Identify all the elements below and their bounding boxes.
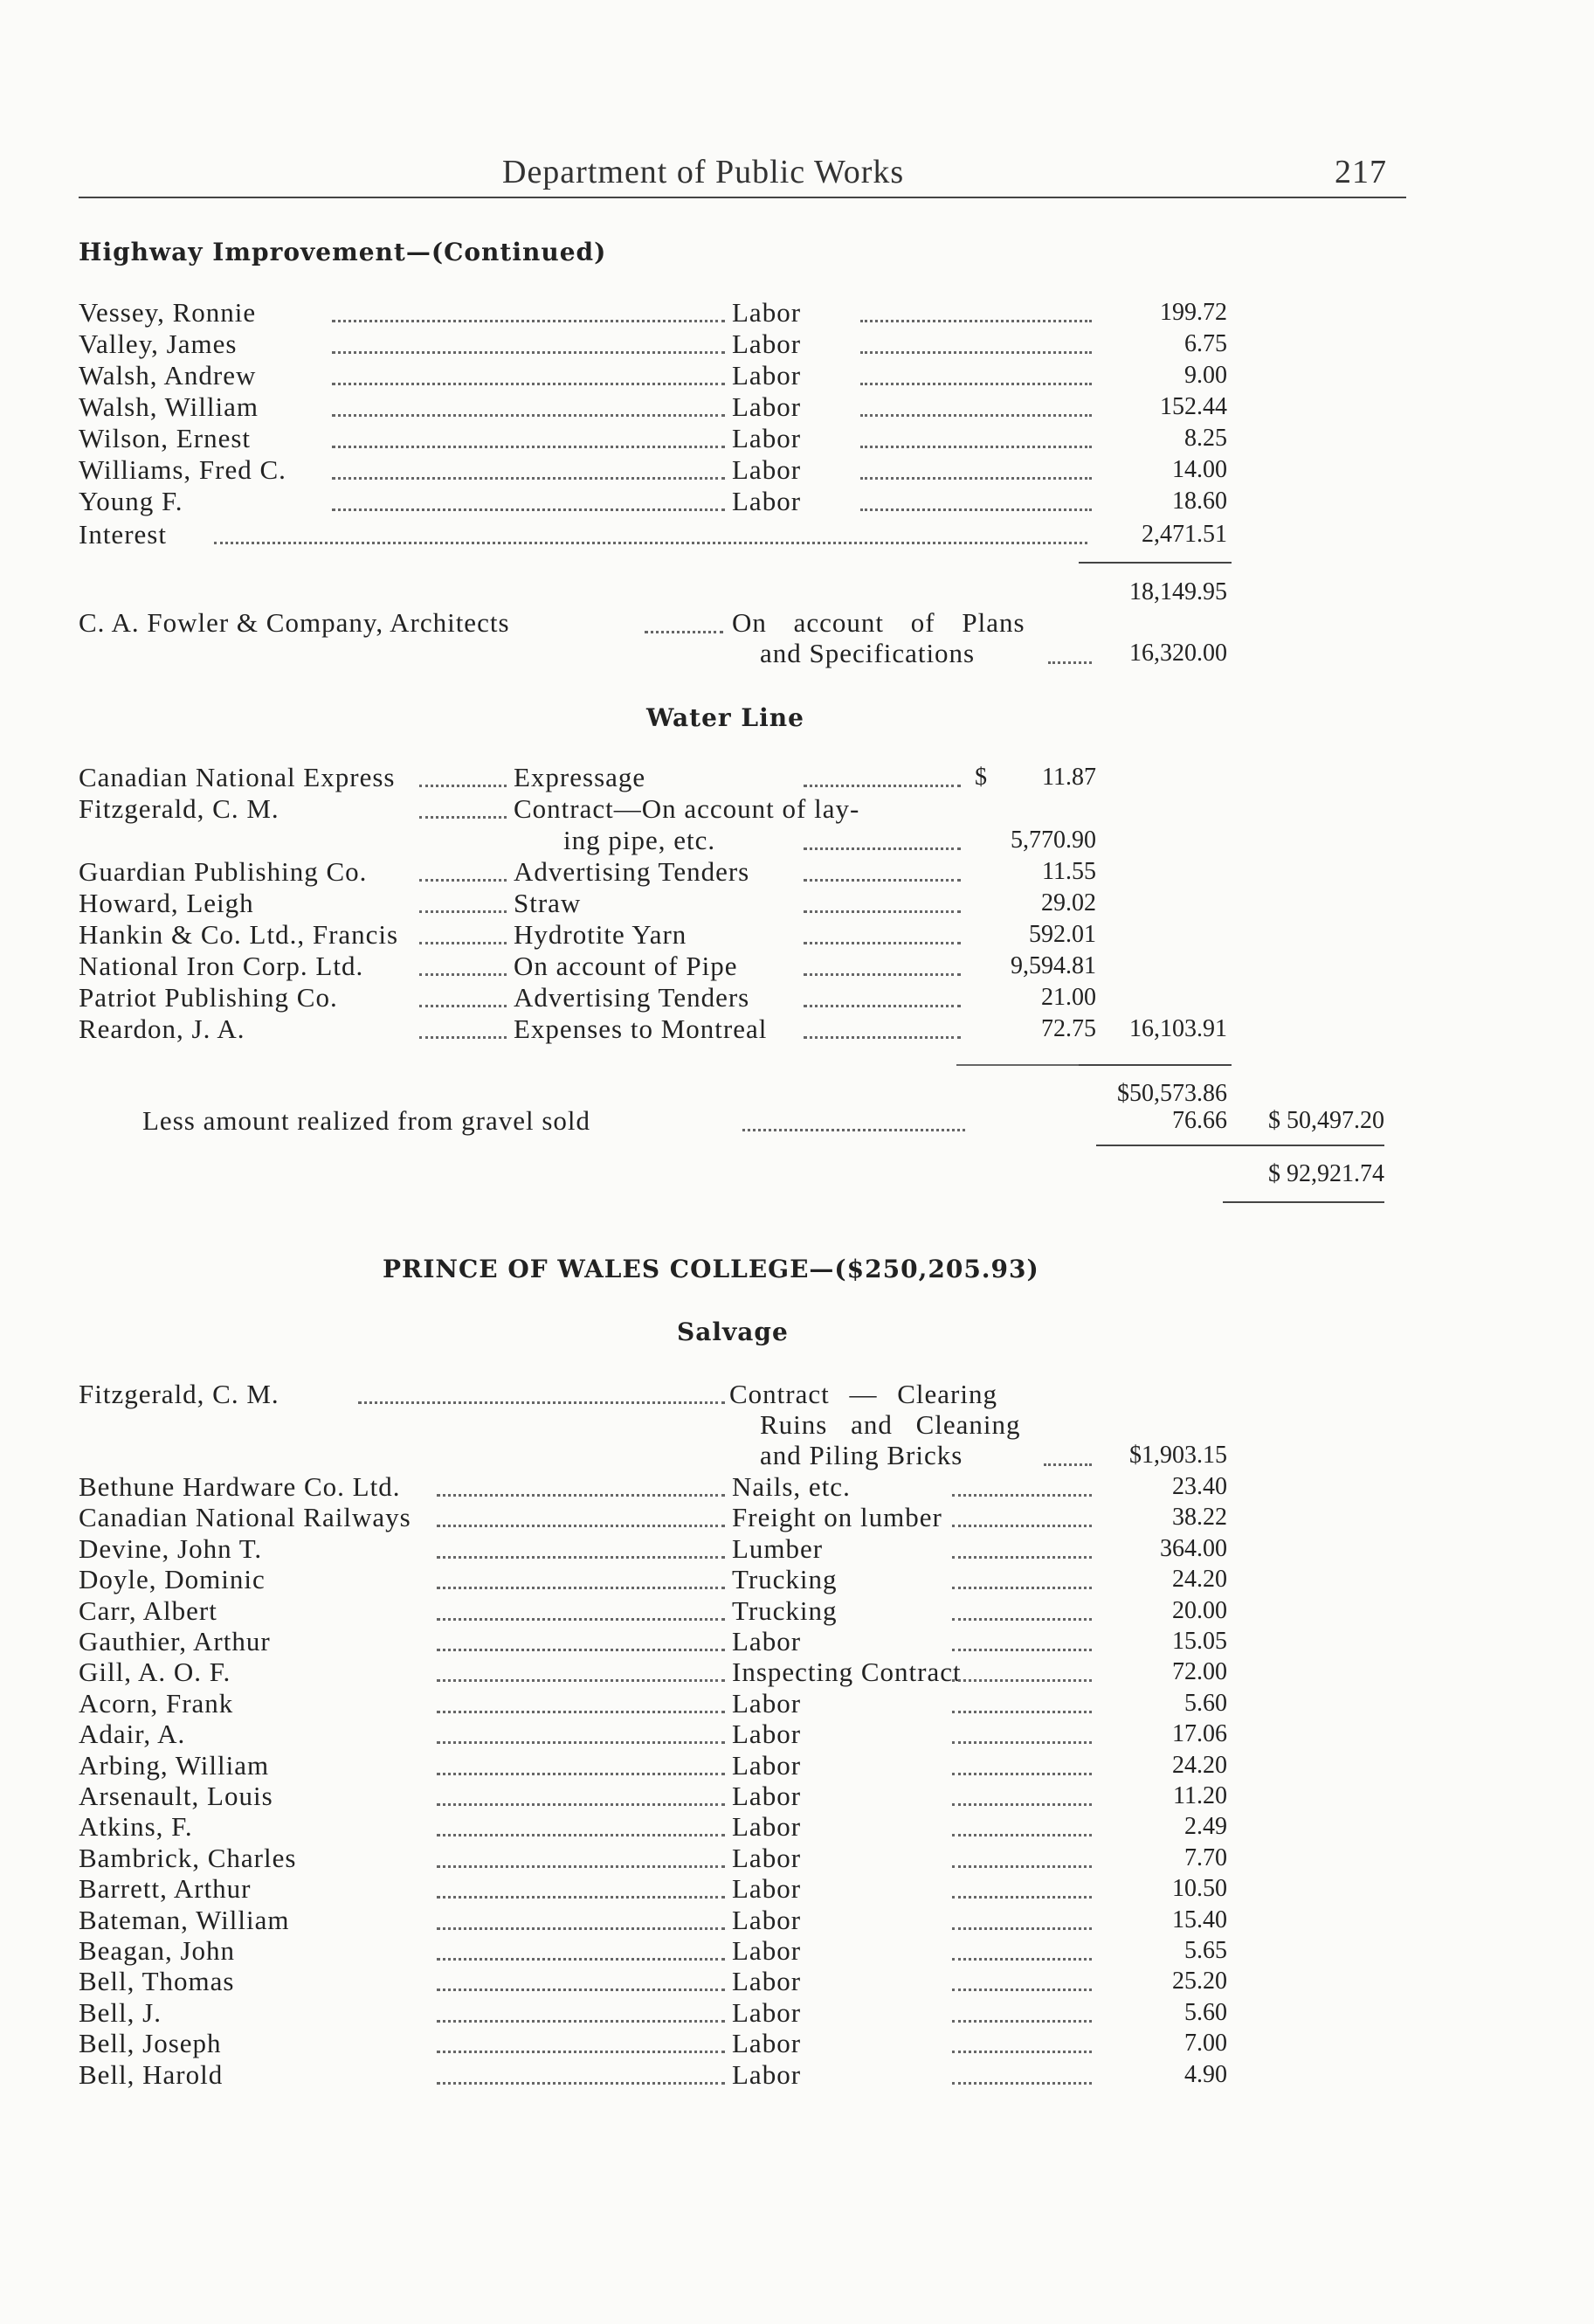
- entry-amount: 18.60: [1172, 488, 1227, 515]
- college-entry-amount: 72.00: [1172, 1658, 1227, 1685]
- leader-dots: [437, 1556, 725, 1559]
- entry-name: Williams, Fred C.: [79, 454, 286, 485]
- leader-dots: [332, 508, 725, 511]
- fowler-desc-1: On account of Plans: [732, 607, 1025, 638]
- leader-dots: [952, 1989, 1092, 1991]
- leader-dots: [804, 785, 961, 787]
- dollar-sign: $: [975, 764, 987, 791]
- leader-dots: [952, 1649, 1092, 1651]
- college-entry-desc: Labor: [732, 1719, 802, 1749]
- water-entry-amount: 29.02: [1041, 889, 1096, 916]
- less-gravel-label: Less amount realized from gravel sold: [142, 1105, 591, 1136]
- college-entry-desc: Labor: [732, 1688, 802, 1719]
- leader-dots: [1048, 661, 1092, 664]
- water-entry-name: Reardon, J. A.: [79, 1013, 245, 1044]
- leader-dots: [437, 2051, 725, 2053]
- leader-dots: [804, 910, 961, 913]
- entry-desc: Labor: [732, 329, 802, 359]
- college-entry-name: Gauthier, Arthur: [79, 1626, 271, 1657]
- leader-dots: [860, 446, 1092, 448]
- entry-desc: Labor: [732, 297, 802, 328]
- subtotal-rule: [1079, 562, 1232, 564]
- leader-dots: [952, 1679, 1092, 1682]
- college-entry-desc: Inspecting Contract: [732, 1657, 962, 1687]
- college-entry-desc: Labor: [732, 1750, 802, 1781]
- leader-dots: [952, 1556, 1092, 1559]
- college-entry-desc: Trucking: [732, 1564, 838, 1594]
- water-entry-amount: 11.55: [1042, 858, 1096, 885]
- final-total: $ 92,921.74: [1268, 1160, 1384, 1187]
- college-entry-desc: Nails, etc.: [732, 1471, 851, 1502]
- college-entry-name: Doyle, Dominic: [79, 1564, 266, 1594]
- college-entry-amount: 17.06: [1172, 1720, 1227, 1747]
- leader-dots: [332, 446, 725, 448]
- leader-dots: [952, 1773, 1092, 1775]
- leader-dots: [437, 1649, 725, 1651]
- leader-dots: [437, 1803, 725, 1806]
- leader-dots: [419, 910, 507, 913]
- college-entry-amount: 4.90: [1184, 2061, 1227, 2088]
- college-entry-desc: Labor: [732, 1997, 802, 2028]
- leader-dots: [952, 2051, 1092, 2053]
- leader-dots: [437, 1587, 725, 1589]
- college-entry-amount: 10.50: [1172, 1875, 1227, 1902]
- leader-dots: [437, 1834, 725, 1836]
- header-rule: [79, 197, 1406, 198]
- water-entry-amount: 5,770.90: [1011, 827, 1096, 854]
- leader-dots: [804, 942, 961, 944]
- water-grand-subtotal: $50,573.86: [1117, 1080, 1227, 1107]
- leader-dots: [332, 414, 725, 417]
- leader-dots: [437, 1494, 725, 1497]
- leader-dots: [860, 477, 1092, 480]
- leader-dots: [419, 942, 507, 944]
- water-net-amount: $ 50,497.20: [1268, 1107, 1384, 1134]
- fowler-desc-2: and Specifications: [760, 638, 976, 668]
- college-entry-desc: Trucking: [732, 1595, 838, 1626]
- water-entry-name: Patriot Publishing Co.: [79, 982, 338, 1013]
- leader-dots: [952, 1587, 1092, 1589]
- college-entry-desc: Freight on lumber: [732, 1502, 942, 1532]
- college-entry-name: Arbing, William: [79, 1750, 270, 1781]
- water-entry-desc: Expenses to Montreal: [514, 1013, 768, 1044]
- leader-dots: [804, 1005, 961, 1007]
- college-entry-amount: 5.60: [1184, 1690, 1227, 1717]
- leader-dots: [952, 1958, 1092, 1961]
- section-heading-college: PRINCE OF WALES COLLEGE—($250,205.93): [383, 1255, 1039, 1283]
- college-entry-amount: 15.05: [1172, 1628, 1227, 1655]
- leader-dots: [804, 1036, 961, 1039]
- leader-dots: [952, 1927, 1092, 1930]
- college-entry-name: Bambrick, Charles: [79, 1843, 297, 1873]
- college-entry-name: Beagan, John: [79, 1935, 236, 1966]
- college-entry-amount: 15.40: [1172, 1906, 1227, 1933]
- leader-dots: [437, 1711, 725, 1713]
- college-entry-name: Gill, A. O. F.: [79, 1657, 231, 1687]
- leader-dots: [437, 1989, 725, 1991]
- college-entry-desc: Labor: [732, 2028, 802, 2058]
- college-entry-amount: 5.60: [1184, 1999, 1227, 2026]
- leader-dots: [332, 320, 725, 322]
- leader-dots: [437, 1525, 725, 1527]
- college-entry-name: Devine, John T.: [79, 1533, 263, 1564]
- college-entry-name: Bateman, William: [79, 1905, 290, 1935]
- entry-desc: Labor: [732, 423, 802, 453]
- college-entry-name: Arsenault, Louis: [79, 1781, 273, 1811]
- water-entry-desc: Straw: [514, 888, 582, 918]
- water-entry-total: 16,103.91: [1129, 1015, 1227, 1042]
- leader-dots: [952, 1525, 1092, 1527]
- leader-dots: [437, 1679, 725, 1682]
- leader-dots: [860, 383, 1092, 385]
- water-entry-name: Canadian National Express: [79, 762, 396, 792]
- college-entry-desc: Labor: [732, 2059, 802, 2090]
- section-heading-water-line: Water Line: [646, 703, 804, 732]
- entry-amount: 199.72: [1160, 299, 1227, 326]
- college-entry-name: Bethune Hardware Co. Ltd.: [79, 1471, 401, 1502]
- leader-dots: [804, 879, 961, 882]
- water-entry-name: Howard, Leigh: [79, 888, 254, 918]
- leader-dots: [437, 1865, 725, 1868]
- leader-dots: [419, 1036, 507, 1039]
- leader-dots: [437, 2082, 725, 2085]
- entry-amount: 8.25: [1184, 425, 1227, 452]
- college-entry-desc: Lumber: [732, 1533, 824, 1564]
- college-entry-name: Bell, Joseph: [79, 2028, 222, 2058]
- leader-dots: [804, 847, 961, 850]
- water-entry-desc: Hydrotite Yarn: [514, 919, 687, 950]
- entry-amount: 152.44: [1160, 393, 1227, 420]
- leader-dots: [332, 383, 725, 385]
- leader-dots: [419, 1005, 507, 1007]
- leader-dots: [952, 1865, 1092, 1868]
- leader-dots: [952, 1618, 1092, 1621]
- college-entry-name: Canadian National Railways: [79, 1502, 411, 1532]
- leader-dots: [742, 1129, 965, 1131]
- leader-dots: [804, 973, 961, 976]
- leader-dots: [437, 1618, 725, 1621]
- section-subheading-salvage: Salvage: [677, 1318, 789, 1346]
- college-entry-amount: 5.65: [1184, 1937, 1227, 1964]
- leader-dots: [860, 351, 1092, 354]
- leader-dots: [419, 816, 507, 819]
- college-entry-name: Atkins, F.: [79, 1811, 193, 1842]
- fowler-name: C. A. Fowler & Company, Architects: [79, 607, 510, 638]
- water-entry-desc: Advertising Tenders: [514, 856, 750, 887]
- leader-dots: [952, 1494, 1092, 1497]
- leader-dots: [860, 414, 1092, 417]
- college-fitz-amount: $1,903.15: [1129, 1442, 1227, 1469]
- final-total-rule: [1223, 1201, 1384, 1203]
- leader-dots: [419, 879, 507, 882]
- college-entry-amount: 20.00: [1172, 1597, 1227, 1624]
- page-header-title: Department of Public Works: [502, 154, 905, 190]
- leader-dots: [437, 1927, 725, 1930]
- leader-dots: [437, 1773, 725, 1775]
- water-entry-name: Fitzgerald, C. M.: [79, 793, 279, 824]
- leader-dots: [952, 1711, 1092, 1713]
- net-rule: [1096, 1145, 1384, 1146]
- college-entry-amount: 38.22: [1172, 1504, 1227, 1531]
- water-entry-desc: Expressage: [514, 762, 646, 792]
- leader-dots: [214, 542, 1087, 544]
- leader-dots: [952, 1741, 1092, 1744]
- water-entry-name: National Iron Corp. Ltd.: [79, 951, 364, 981]
- leader-dots: [437, 1896, 725, 1899]
- water-entry-amount: 9,594.81: [1011, 952, 1096, 979]
- entry-desc: Labor: [732, 360, 802, 391]
- leader-dots: [952, 2020, 1092, 2023]
- college-fitz-name: Fitzgerald, C. M.: [79, 1379, 279, 1409]
- leader-dots: [952, 2082, 1092, 2085]
- leader-dots: [437, 1741, 725, 1744]
- entry-name: Wilson, Ernest: [79, 423, 252, 453]
- interest-amount: 2,471.51: [1142, 521, 1227, 548]
- entry-desc: Labor: [732, 486, 802, 516]
- college-fitz-desc-3: and Piling Bricks: [760, 1440, 963, 1470]
- water-entry-amount: 11.87: [1042, 764, 1096, 791]
- college-entry-desc: Labor: [732, 1811, 802, 1842]
- water-total-rule: [1079, 1064, 1232, 1066]
- less-gravel-amount: 76.66: [1172, 1107, 1227, 1134]
- college-fitz-desc-1: Contract — Clearing: [729, 1379, 997, 1409]
- leader-dots: [419, 973, 507, 976]
- water-entry-name: Hankin & Co. Ltd., Francis: [79, 919, 399, 950]
- college-entry-name: Acorn, Frank: [79, 1688, 234, 1719]
- page-number: 217: [1335, 154, 1387, 190]
- college-entry-amount: 2.49: [1184, 1813, 1227, 1840]
- college-entry-amount: 24.20: [1172, 1566, 1227, 1593]
- college-entry-name: Barrett, Arthur: [79, 1873, 252, 1904]
- entry-name: Young F.: [79, 486, 183, 516]
- college-entry-name: Bell, J.: [79, 1997, 162, 2028]
- college-entry-amount: 24.20: [1172, 1752, 1227, 1779]
- college-entry-amount: 7.00: [1184, 2030, 1227, 2057]
- leader-dots: [332, 351, 725, 354]
- leader-dots: [952, 1834, 1092, 1836]
- fowler-amount: 16,320.00: [1129, 640, 1227, 667]
- entry-name: Vessey, Ronnie: [79, 297, 257, 328]
- entry-desc: Labor: [732, 391, 802, 422]
- college-entry-name: Bell, Thomas: [79, 1966, 235, 1996]
- college-entry-amount: 23.40: [1172, 1473, 1227, 1500]
- leader-dots: [645, 631, 723, 633]
- college-entry-desc: Labor: [732, 1873, 802, 1904]
- water-entry-amount: 592.01: [1029, 921, 1096, 948]
- leader-dots: [437, 1958, 725, 1961]
- college-entry-desc: Labor: [732, 1905, 802, 1935]
- college-entry-amount: 364.00: [1160, 1535, 1227, 1562]
- water-entry-name: Guardian Publishing Co.: [79, 856, 368, 887]
- water-subtotal-rule: [956, 1064, 1096, 1066]
- water-entry-amount: 21.00: [1041, 984, 1096, 1011]
- leader-dots: [358, 1401, 725, 1404]
- water-entry-desc: On account of Pipe: [514, 951, 738, 981]
- college-entry-desc: Labor: [732, 1843, 802, 1873]
- entry-name: Walsh, Andrew: [79, 360, 257, 391]
- water-entry-desc: ing pipe, etc.: [563, 825, 716, 855]
- college-entry-amount: 25.20: [1172, 1968, 1227, 1995]
- college-entry-desc: Labor: [732, 1935, 802, 1966]
- interest-label: Interest: [79, 519, 167, 550]
- leader-dots: [419, 785, 507, 787]
- highway-subtotal: 18,149.95: [1129, 578, 1227, 605]
- entry-name: Walsh, William: [79, 391, 259, 422]
- leader-dots: [437, 2020, 725, 2023]
- college-entry-name: Adair, A.: [79, 1719, 186, 1749]
- leader-dots: [952, 1803, 1092, 1806]
- college-entry-name: Bell, Harold: [79, 2059, 224, 2090]
- leader-dots: [332, 477, 725, 480]
- college-entry-desc: Labor: [732, 1966, 802, 1996]
- college-fitz-desc-2: Ruins and Cleaning: [760, 1409, 1021, 1440]
- college-entry-amount: 11.20: [1173, 1782, 1227, 1809]
- college-entry-name: Carr, Albert: [79, 1595, 217, 1626]
- water-entry-desc: Contract—On account of lay-: [514, 793, 860, 824]
- entry-amount: 6.75: [1184, 330, 1227, 357]
- entry-amount: 14.00: [1172, 456, 1227, 483]
- section-heading-highway: Highway Improvement—(Continued): [79, 238, 607, 266]
- college-entry-desc: Labor: [732, 1781, 802, 1811]
- leader-dots: [860, 508, 1092, 511]
- water-entry-desc: Advertising Tenders: [514, 982, 750, 1013]
- college-entry-amount: 7.70: [1184, 1844, 1227, 1871]
- college-entry-desc: Labor: [732, 1626, 802, 1657]
- water-entry-amount: 72.75: [1041, 1015, 1096, 1042]
- leader-dots: [860, 320, 1092, 322]
- entry-amount: 9.00: [1184, 362, 1227, 389]
- entry-desc: Labor: [732, 454, 802, 485]
- leader-dots: [1044, 1463, 1092, 1466]
- entry-name: Valley, James: [79, 329, 238, 359]
- leader-dots: [952, 1896, 1092, 1899]
